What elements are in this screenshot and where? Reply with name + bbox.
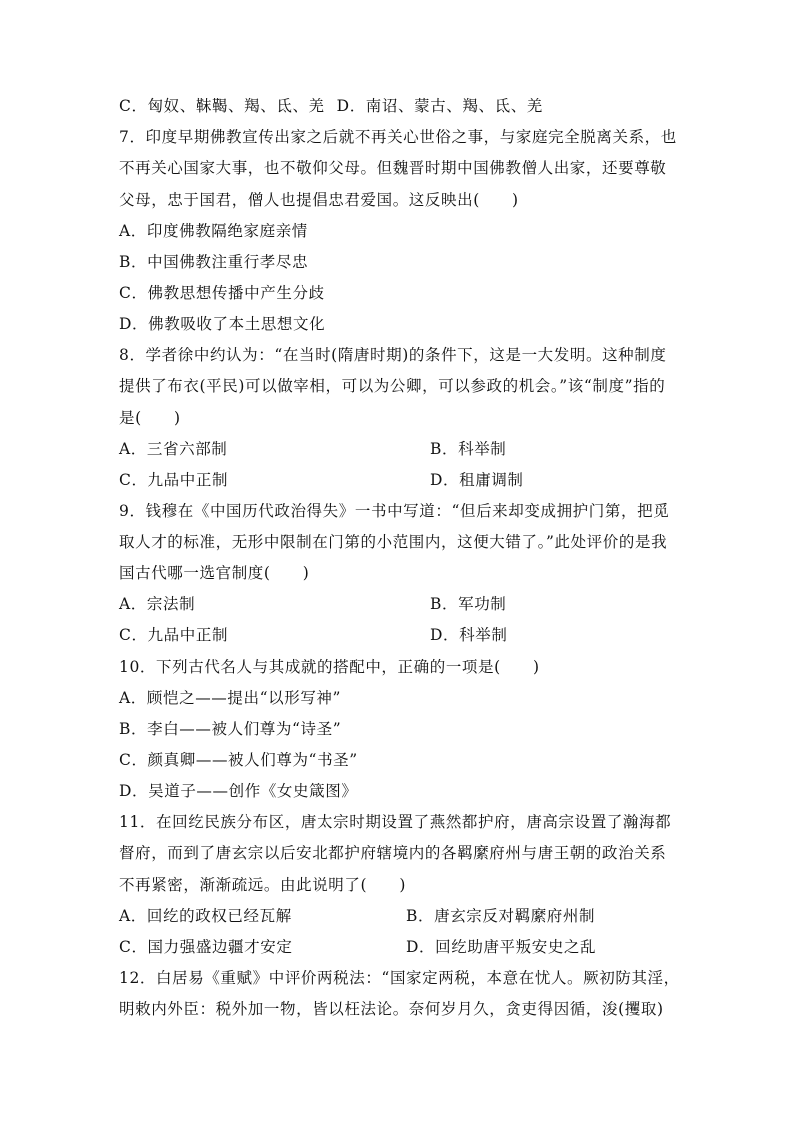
q9-option-a: A．宗法制	[119, 595, 196, 613]
q11-option-a: A．回纥的政权已经瓦解	[119, 907, 292, 925]
q11-stem-line-2: 督府，而到了唐玄宗以后安北都护府辖境内的各羁縻府州与唐王朝的政治关系	[119, 844, 667, 862]
q12-stem-line-2: 明敕内外臣：税外加一物，皆以枉法论。奈何岁月久，贪吏得因循，浚(攫取)	[119, 1000, 664, 1018]
q8-stem-line-2: 提供了布衣(平民)可以做宰相，可以为公卿，可以参政的机会。”该“制度”指的	[119, 377, 666, 395]
q7-option-a: A．印度佛教隔绝家庭亲情	[119, 222, 308, 240]
q11-option-c: C．国力强盛边疆才安定	[119, 938, 293, 956]
q8-stem-line-3: 是( )	[119, 409, 181, 427]
q9-option-d: D．科举制	[430, 626, 508, 644]
q8-option-c: C．九品中正制	[119, 471, 229, 489]
q9-option-b: B．军功制	[430, 595, 507, 613]
q8-options-row-2	[119, 470, 679, 490]
q10-option-d: D．吴道子——创作《女史箴图》	[119, 782, 358, 800]
q9-stem-line-1: 9．钱穆在《中国历代政治得失》一书中写道：“但后来却变成拥护门第，把觅	[119, 502, 670, 520]
q8-options-row-1	[119, 439, 679, 459]
q11-option-b: B．唐玄宗反对羁縻府州制	[406, 907, 596, 925]
q8-option-a: A．三省六部制	[119, 440, 228, 458]
q7-option-c: C．佛教思想传播中产生分歧	[119, 284, 325, 302]
q12-stem-line-1: 12．白居易《重赋》中评价两税法：“国家定两税，本意在忧人。厥初防其淫，	[119, 969, 680, 987]
q9-options-row-2	[119, 625, 679, 645]
q9-option-c: C．九品中正制	[119, 626, 229, 644]
q6-option-d: D．南诏、蒙古、羯、氐、羌	[336, 97, 543, 115]
q7-stem-line-2: 不再关心国家大事，也不敬仰父母。但魏晋时期中国佛教僧人出家，还要尊敬	[119, 159, 667, 177]
q11-stem-line-1: 11．在回纥民族分布区，唐太宗时期设置了燕然都护府，唐高宗设置了瀚海都	[119, 813, 672, 831]
q9-stem-line-2: 取人才的标准，无形中限制在门第的小范围内，这便大错了。”此处评价的是我	[119, 533, 668, 551]
q10-stem-line-1: 10．下列古代名人与其成就的搭配中，正确的一项是( )	[119, 658, 540, 676]
q10-option-b: B．李白——被人们尊为“诗圣”	[119, 720, 342, 738]
q9-stem-line-3: 国古代哪一选官制度( )	[119, 564, 310, 582]
q7-option-d: D．佛教吸收了本土思想文化	[119, 315, 326, 333]
q10-option-a: A．顾恺之——提出“以形写神”	[119, 689, 342, 707]
q7-stem-line-1: 7．印度早期佛教宣传出家之后就不再关心世俗之事，与家庭完全脱离关系，也	[119, 128, 677, 146]
q8-option-d: D．租庸调制	[430, 471, 524, 489]
q11-option-d: D．回纥助唐平叛安史之乱	[406, 938, 597, 956]
q7-stem-line-3: 父母，忠于国君，僧人也提倡忠君爱国。这反映出( )	[119, 191, 519, 209]
q8-stem-line-1: 8．学者徐中约认为：“在当时(隋唐时期)的条件下，这是一大发明。这种制度	[119, 346, 667, 364]
q8-option-b: B．科举制	[430, 440, 507, 458]
q10-option-c: C．颜真卿——被人们尊为“书圣”	[119, 751, 358, 769]
q11-options-row-2	[119, 937, 679, 957]
q11-stem-line-3: 不再紧密，渐渐疏远。由此说明了( )	[119, 876, 406, 894]
q6-options-row	[119, 96, 679, 116]
q9-options-row-1	[119, 594, 679, 614]
q7-option-b: B．中国佛教注重行孝尽忠	[119, 253, 309, 271]
q11-options-row-1	[119, 906, 679, 926]
q6-option-c: C．匈奴、靺鞨、羯、氐、羌	[119, 97, 325, 115]
